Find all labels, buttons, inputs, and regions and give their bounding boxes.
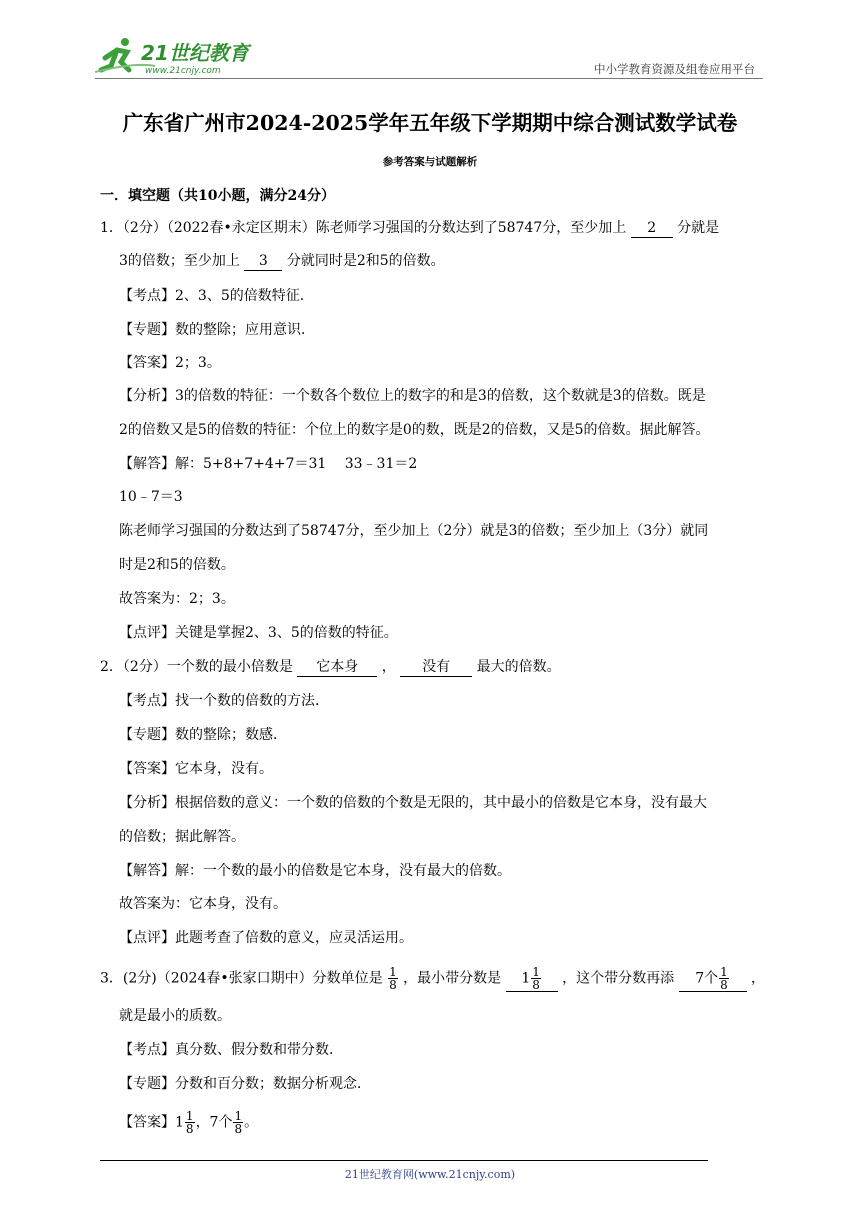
section-heading: 一．填空题（共10小题，满分24分） [100,188,335,204]
q3-text-c: ，这个带分数再添 [562,970,675,987]
q2-answer: 【答案】它本身，没有。 [119,761,273,777]
q2-text-a: 2．（2分）一个数的最小倍数是 [100,659,293,675]
q1-solution-4: 时是2和5的倍数。 [119,557,235,573]
q2-text-b: 最大的倍数。 [476,659,561,675]
q2-stem [100,657,561,677]
q1-text-d: 分就同时是2和5的倍数。 [286,253,445,269]
q2-analysis-1: 【分析】根据倍数的意义：一个数的倍数的个数是无限的，其中最小的倍数是它本身，没有最大 [119,795,707,811]
q3-stem [100,966,765,992]
q1-solution-2: 10﹣7＝3 [119,489,183,505]
page-header [95,30,763,80]
q1-stem-line2 [119,251,445,271]
q3-blank-1: 1 $\frac{1}{8}$ [506,966,558,992]
logo [95,36,265,76]
q1-analysis-2: 2的倍数又是5的倍数的特征：个位上的数字是0的数，既是2的倍数，又是5的倍数。据此解答。 [119,422,710,438]
q1-kaodian: 【考点】2、3、5的倍数特征． [119,288,314,304]
q3-fraction-unit: $\frac{1}{8}$ [389,965,397,992]
q2-solution: 【解答】解：一个数的最小的倍数是它本身，没有最大的倍数。 [119,863,511,879]
q3-text-b: ，最小带分数是 [403,970,502,987]
q2-zhuanti: 【专题】数的整除；数感． [119,727,287,743]
q2-blank-1: 它本身 [297,658,377,677]
header-divider [95,78,763,79]
q1-text-a: 1．（2分）（2022春•永定区期末）陈老师学习强国的分数达到了58747分，至少加上 [100,220,627,236]
q1-comment: 【点评】关键是掌握2、3、5的倍数的特征。 [119,625,398,641]
q3-text-a: 3．(2分)（2024春•张家口期中）分数单位是 [100,970,383,987]
logo-url: www.21cnjy.com [145,66,221,76]
logo-wordmark: 21世纪教育 [141,41,249,65]
q1-solution-3: 陈老师学习强国的分数达到了58747分，至少加上（2分）就是3的倍数；至少加上（3分）就同 [119,523,709,539]
q3-text-d: ， [750,970,765,987]
q1-text-b: 分就是 [677,220,720,236]
q3-answer: 【答案】1 $\frac{1}{8}$ ，7个 $\frac{1}{8}$ 。 [119,1109,259,1136]
q1-stem-line1 [100,218,719,238]
q1-blank-1: 2 [631,219,673,238]
q1-text-c: 3的倍数；至少加上 [119,253,240,269]
q1-final-answer: 故答案为：2；3。 [119,591,235,607]
q1-zhuanti: 【专题】数的整除；应用意识． [119,322,315,338]
page-subtitle: 参考答案与试题解析 [382,156,478,168]
q1-solution-1: 【解答】解：5+8+7+4+7＝31 33﹣31＝2 [119,456,418,472]
q1-answer: 【答案】2；3。 [119,355,221,371]
q2-sep: ， [381,659,396,675]
footer-divider [100,1160,708,1161]
page-footer: 21世纪教育网(www.21cnjy.com) [344,1168,516,1181]
q2-kaodian: 【考点】找一个数的倍数的方法． [119,693,329,709]
q1-analysis-1: 【分析】3的倍数的特征：一个数各个数位上的数字的和是3的倍数，这个数就是3的倍数。既是 [119,388,706,404]
q3-kaodian: 【考点】真分数、假分数和带分数． [119,1042,343,1058]
q1-blank-2: 3 [244,252,282,271]
q2-blank-2: 没有 [400,658,472,677]
q2-analysis-2: 的倍数；据此解答。 [119,829,245,845]
q3-blank-2: 7个 $\frac{1}{8}$ [679,966,747,992]
q3-zhuanti: 【专题】分数和百分数；数据分析观念． [119,1076,371,1092]
q2-final-answer: 故答案为：它本身，没有。 [119,896,287,912]
q2-comment: 【点评】此题考查了倍数的意义，应灵活运用。 [119,930,413,946]
platform-name: 中小学教育资源及组卷应用平台 [594,62,755,76]
q3-stem-line2: 就是最小的质数。 [119,1008,231,1024]
page-title: 广东省广州市2024-2025学年五年级下学期期中综合测试数学试卷 [122,111,738,135]
